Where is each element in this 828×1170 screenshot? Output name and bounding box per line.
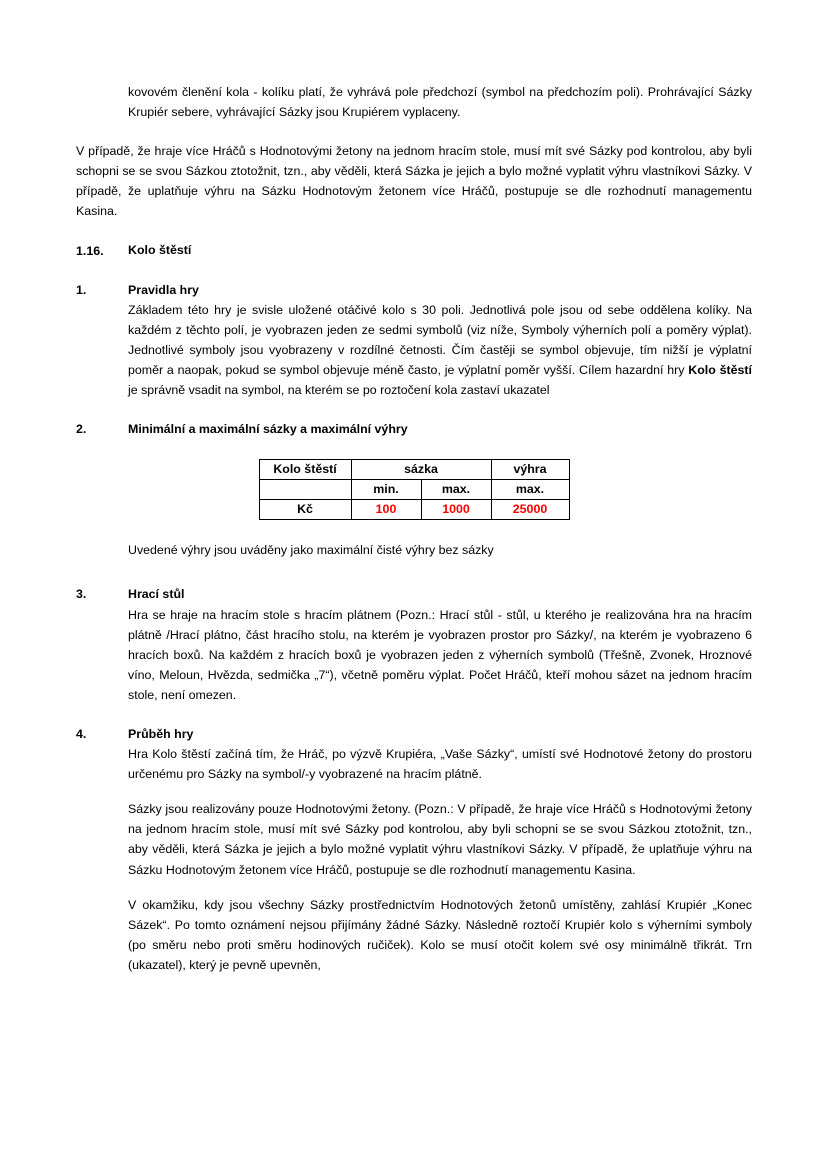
list-item-3 — [76, 584, 752, 705]
table-note: Uvedené výhry jsou uváděny jako maximální čisté výhry bez sázky — [128, 543, 494, 558]
list-item-number: 1. — [76, 282, 87, 297]
second-paragraph: V případě, že hraje více Hráčů s Hodnotovými žetony na jednom hracím stole, musí mít své Sázky pod kontrolou, aby byli schopni se se svou Sázkou ztotožnit, tzn., aby věděli, která Sázka je jejich a bylo možné vyplatit výhru vlastníkovi Sázky. V případě, že uplatňuje výhru na Sázku Hodnotovým žetonem více Hráčů, postupuje se dle rozhodnutí managementu Kasina. — [76, 144, 752, 219]
item1-text-before: Základem této hry je svisle uložené otáčivé kolo s 30 poli. Jednotlivá pole jsou od sebe oddělena kolíky. Na každém z těchto polí, je vyobrazen jeden ze sedmi symbolů (viz níže, Symboly výherních polí a poměry výplat). Jednotlivé symboly jsou vyobrazeny v rozdílné četnosti. Čím častěji se symbol objevuje, tím nižší je výplatní poměr a naopak, pokud se symbol objevuje méně často, je výplatní poměr vyšší. Cílem hazardní hry — [128, 302, 752, 378]
item4-paragraph-1: Hra Kolo štěstí začíná tím, že Hráč, po výzvě Krupiéra, „Vaše Sázky“, umístí své Hodnotové žetony do prostoru určenému pro Sázky na symbol/-y vyobrazené na hracím plátně. — [128, 747, 752, 782]
list-item-number: 3. — [76, 587, 87, 602]
table-header-game: Kolo štěstí — [259, 460, 351, 480]
table-subheader-min: min. — [351, 480, 421, 500]
spacer — [76, 222, 752, 241]
table-subheader-row — [259, 480, 569, 500]
list-item-number: 4. — [76, 726, 87, 741]
list-item-title: Pravidla hry — [128, 282, 199, 297]
spacer — [76, 705, 752, 724]
item4-paragraph-3: V okamžiku, kdy jsou všechny Sázky prostřednictvím Hodnotových žetonů umístěny, zahlásí Krupiér „Konec Sázek“. Po tomto oznámení nejsou přijímány žádné Sázky. Následně roztočí Krupiér kolo s výherními symboly (po směru nebo proti směru hodinových ručiček). Kolo se musí otočit kolem své osy minimálně třikrát. Trn (ukazatel), který je pevně upevněn, — [128, 897, 752, 972]
table-header-row — [259, 460, 569, 480]
list-item-2 — [76, 419, 752, 439]
section-title: Kolo štěstí — [128, 242, 192, 257]
list-item-body: Hra se hraje na hracím stole s hracím plátnem (Pozn.: Hrací stůl - stůl, u kterého je realizována hra na hracím plátně /Hrací plátno, část hracího stolu, na kterém je vyobrazen prostor pro Sázky/, na kterém je vyobrazeno 6 hracích boxů. Na každém z hracích boxů je vyobrazen jeden z výherních symbolů (Třešně, Zvonek, Hroznové víno, Meloun, Hvězda, sedmička „7“), včetně poměru výplat. Počet Hráčů, kteří mohou sázet na jednom hracím stole, není omezen. — [128, 607, 752, 702]
spacer — [76, 122, 752, 141]
item1-bold-phrase: Kolo štěstí — [688, 363, 752, 378]
table-header-win: výhra — [491, 460, 569, 480]
table-cell-bet-min: 100 — [351, 500, 421, 520]
list-item-title: Minimální a maximální sázky a maximální výhry — [128, 422, 408, 437]
list-item-body — [128, 300, 752, 400]
list-item-title: Průběh hry — [128, 726, 194, 741]
table-subheader-win-max: max. — [491, 480, 569, 500]
table-subheader-max: max. — [421, 480, 491, 500]
spacer — [128, 880, 752, 895]
top-paragraph: kovovém členění kola - kolíku platí, že vyhrává pole předchozí (symbol na předchozím poli). Prohrávající Sázky Krupiér sebere, vyhrávající Sázky jsou Krupiérem vyplaceny. — [128, 85, 752, 120]
spacer — [76, 261, 752, 280]
list-item-title: Hrací stůl — [128, 587, 185, 602]
item1-text-after: je správně vsadit na symbol, na kterém se po roztočení kola zastaví ukazatel — [128, 383, 550, 398]
table-cell-currency: Kč — [259, 500, 351, 520]
item4-paragraph-2: Sázky jsou realizovány pouze Hodnotovými žetony. (Pozn.: V případě, že hraje více Hráčů s Hodnotovými žetony na jednom hracím stole, musí mít své Sázky pod kontrolou, aby byli schopni se se svou Sázkou ztotožnit, tzn., aby věděli, která Sázka je jejich a bylo možné vyplatit výhru vlastníkovi Sázky. V případě, že uplatňuje výhru na Sázku Hodnotovým žetonem více Hráčů, postupuje se dle rozhodnutí managementu Kasina. — [128, 802, 752, 877]
top-paragraph-block — [128, 82, 752, 122]
limits-table-wrapper — [76, 459, 752, 520]
table-cell-bet-max: 1000 — [421, 500, 491, 520]
table-subheader-blank — [259, 480, 351, 500]
limits-table — [259, 459, 570, 520]
list-item-number: 2. — [76, 422, 87, 437]
section-heading-1-16 — [76, 241, 752, 261]
table-header-bet: sázka — [351, 460, 491, 480]
table-cell-win-max: 25000 — [491, 500, 569, 520]
list-item-1 — [76, 280, 752, 401]
section-number: 1.16. — [76, 243, 104, 258]
table-row — [259, 500, 569, 520]
spacer — [128, 784, 752, 799]
spacer — [76, 400, 752, 419]
spacer — [76, 560, 752, 584]
list-item-4 — [76, 724, 752, 975]
